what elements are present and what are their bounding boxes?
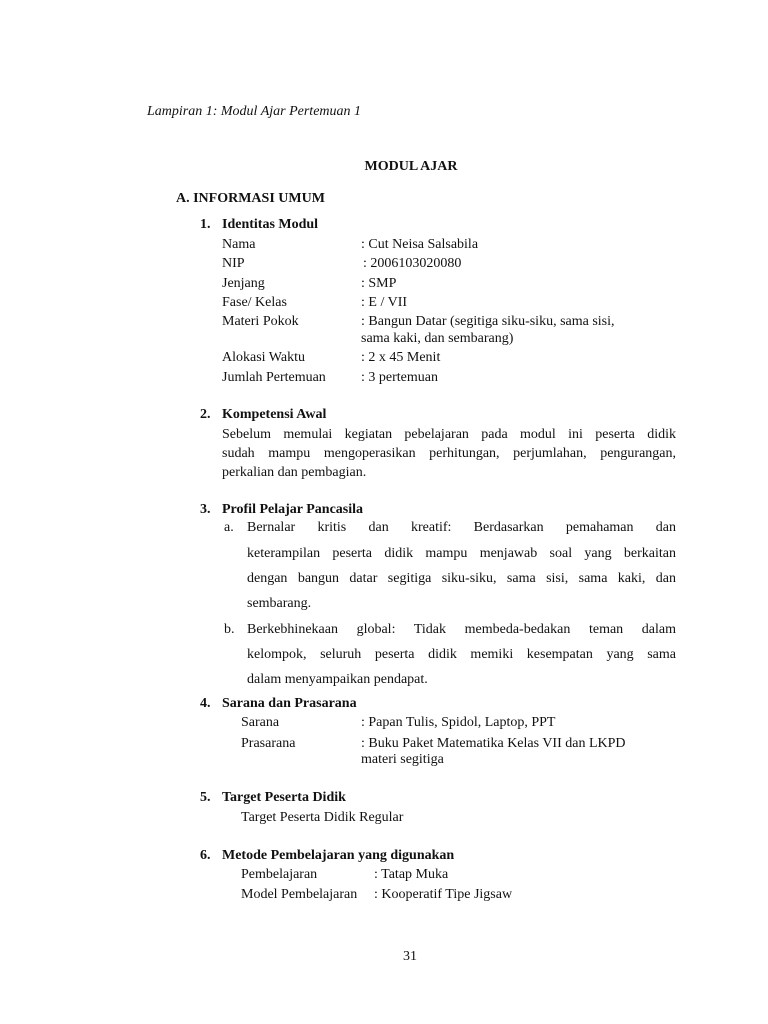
profil-heading: Profil Pelajar Pancasila [222,502,364,517]
metode-number: 6. [200,848,211,863]
target-number: 5. [200,790,211,805]
identitas-value-fase: : E / VII [361,295,408,310]
identitas-value-materi-cont: sama kaki, dan sembarang) [361,331,514,346]
sarana-label: Sarana [241,715,280,730]
profil-item-b-line: Berkebhinekaan global: Tidak membeda-bedakan teman dalam [247,622,676,637]
identitas-label-nama: Nama [222,237,256,252]
identitas-label-materi: Materi Pokok [222,314,299,329]
profil-item-b-line: dalam menyampaikan pendapat. [247,672,428,687]
profil-number: 3. [200,502,211,517]
profil-item-a-line: sembarang. [247,596,312,611]
metode-label-pembelajaran: Pembelajaran [241,867,318,882]
target-text: Target Peserta Didik Regular [241,810,404,825]
profil-item-a-line: keterampilan peserta didik mampu menjawab soal yang berkaitan [247,546,676,561]
identitas-value-nama: : Cut Neisa Salsabila [361,237,479,252]
identitas-label-fase: Fase/ Kelas [222,295,287,310]
profil-item-b-marker: b. [224,622,235,637]
identitas-value-jumlah: : 3 pertemuan [361,370,438,385]
prasarana-value: : Buku Paket Matematika Kelas VII dan LKPD [361,736,626,751]
main-title: MODUL AJAR [364,159,458,174]
appendix-title: Lampiran 1: Modul Ajar Pertemuan 1 [147,104,362,119]
kompetensi-heading: Kompetensi Awal [222,407,327,422]
profil-item-a-line: dengan bangun datar segitiga siku-siku, sama sisi, sama kaki, dan [247,571,676,586]
target-heading: Target Peserta Didik [222,790,346,805]
page-number: 31 [403,949,417,964]
profil-item-a-line: Bernalar kritis dan kreatif: Berdasarkan pemahaman dan [247,520,676,535]
sarana-heading: Sarana dan Prasarana [222,696,357,711]
identitas-value-jenjang: : SMP [361,276,397,291]
prasarana-value-cont: materi segitiga [361,752,444,767]
profil-item-b-line: kelompok, seluruh peserta didik memiki kesempatan yang sama [247,647,676,662]
sarana-value: : Papan Tulis, Spidol, Laptop, PPT [361,715,556,730]
kompetensi-line: Sebelum memulai kegiatan pebelajaran pada modul ini peserta didik [222,427,676,442]
identitas-value-nip: : 2006103020080 [363,256,462,271]
sarana-number: 4. [200,696,211,711]
identitas-label-jenjang: Jenjang [222,276,265,291]
kompetensi-number: 2. [200,407,211,422]
metode-value-model: : Kooperatif Tipe Jigsaw [374,887,513,902]
kompetensi-line: perkalian dan pembagian. [222,465,367,480]
identitas-label-nip: NIP [222,256,245,271]
metode-heading: Metode Pembelajaran yang digunakan [222,848,455,863]
metode-label-model: Model Pembelajaran [241,887,358,902]
identitas-number: 1. [200,217,211,232]
prasarana-label: Prasarana [241,736,296,751]
kompetensi-line: sudah mampu mengoperasikan perhitungan, perjumlahan, pengurangan, [222,446,676,461]
section-a-heading: A. INFORMASI UMUM [176,191,325,206]
profil-item-a-marker: a. [224,520,234,535]
identitas-heading: Identitas Modul [222,217,319,232]
identitas-label-jumlah: Jumlah Pertemuan [222,370,326,385]
metode-value-pembelajaran: : Tatap Muka [374,867,449,882]
identitas-value-materi: : Bangun Datar (segitiga siku-siku, sama sisi, [361,314,615,329]
identitas-value-alokasi: : 2 x 45 Menit [361,350,441,365]
identitas-label-alokasi: Alokasi Waktu [222,350,305,365]
